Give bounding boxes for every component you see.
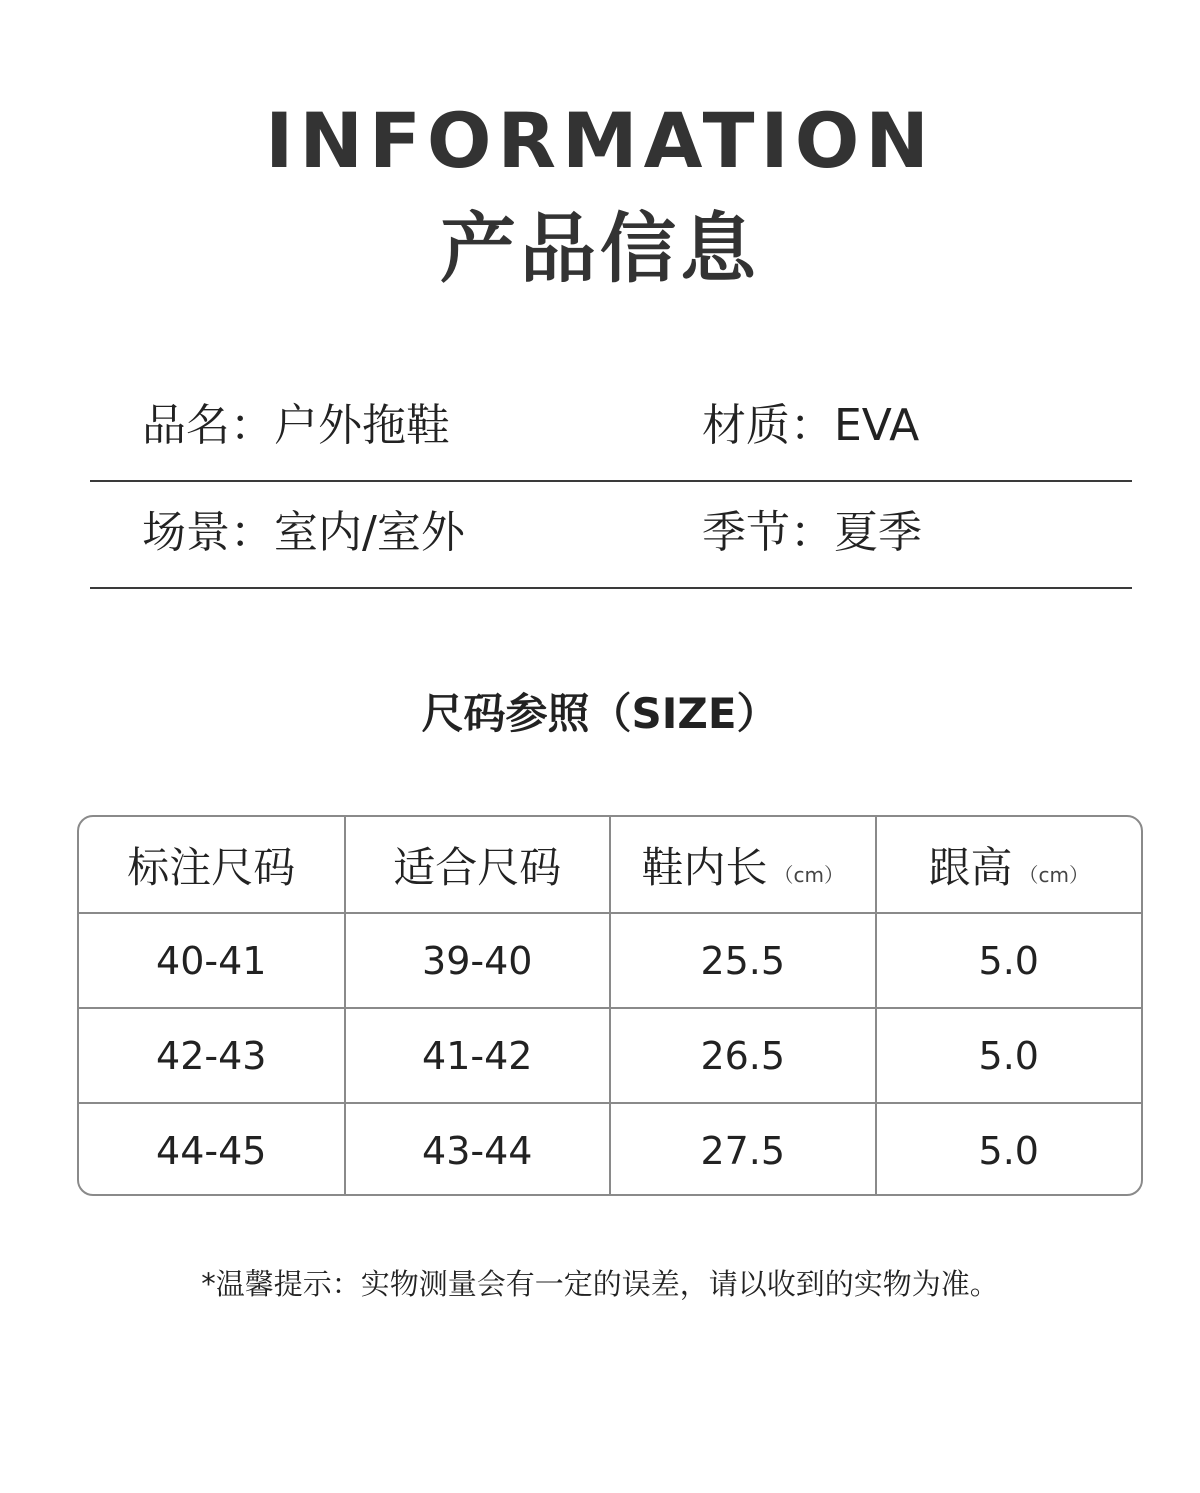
- table-cell: 41-42: [345, 1008, 611, 1103]
- info-season: 季节：夏季: [702, 507, 922, 558]
- table-cell: 43-44: [345, 1103, 611, 1196]
- info-scene: 场景：室内/室外: [142, 507, 465, 558]
- table-cell: 39-40: [345, 913, 611, 1008]
- unit-label: （cm）: [1018, 862, 1089, 887]
- table-cell: 5.0: [978, 1128, 1039, 1173]
- info-row-name-material: [90, 374, 1132, 482]
- info-product-name: 品名：户外拖鞋: [142, 400, 450, 451]
- header-inner-length: 鞋内长 （cm）: [610, 817, 876, 913]
- table-row: [79, 1103, 1141, 1196]
- table-cell: 42-43: [79, 1008, 345, 1103]
- table-header-row: [79, 817, 1141, 913]
- info-material: 材质：EVA: [702, 400, 920, 451]
- unit-label: （cm）: [773, 862, 844, 887]
- table-cell: 26.5: [610, 1008, 876, 1103]
- header-heel-height: 跟高 （cm）: [876, 817, 1142, 913]
- table-cell: 5.0: [876, 1008, 1142, 1103]
- size-table: [77, 815, 1143, 1196]
- table-cell: 25.5: [610, 913, 876, 1008]
- header-fit-size: 适合尺码: [345, 817, 611, 913]
- title-english: INFORMATION: [265, 96, 935, 185]
- footnote: *温馨提示：实物测量会有一定的误差，请以收到的实物为准。: [201, 1267, 999, 1301]
- header-labeled-size: 标注尺码: [79, 817, 345, 913]
- table-cell: 44-45: [79, 1103, 345, 1196]
- size-chart-title: 尺码参照（SIZE）: [421, 689, 779, 738]
- info-row-scene-season: [90, 481, 1132, 589]
- table-row: [79, 1008, 1141, 1103]
- title-chinese: 产品信息: [440, 204, 760, 293]
- table-cell: 40-41: [79, 913, 345, 1008]
- table-cell: 5.0: [876, 913, 1142, 1008]
- table-cell: 27.5: [610, 1103, 876, 1196]
- table-row: [79, 913, 1141, 1008]
